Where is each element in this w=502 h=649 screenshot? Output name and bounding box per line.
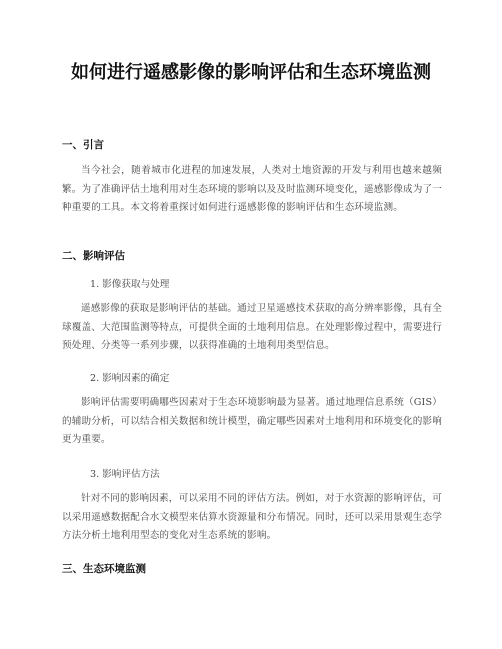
paragraph-introduction: 当今社会，随着城市化进程的加速发展，人类对土地资源的开发与利用也越来越频繁。为了准确评估土地利用对生态环境的影响以及及时监测环境变化，遥感影像成为了一种重要的工具。本文将着重探讨如何进行遥感影像的影响评估和生态环境监测。 [62, 165, 443, 213]
subheading-assessment-methods: 3. 影响评估方法 [90, 469, 160, 480]
section-heading-introduction: 一、引言 [62, 139, 104, 151]
paragraph-image-acquisition: 遥感影像的获取是影响评估的基础。通过卫星遥感技术获取的高分辨率影像，具有全球覆盖、大范围监测等特点，可提供全面的土地利用信息。在处理影像过程中，需要进行预处理、分类等一系列步骤，以获得准确的土地利用类型信息。 [62, 303, 443, 351]
section-heading-eco-monitoring: 三、生态环境监测 [62, 563, 146, 575]
subheading-image-acquisition: 1. 影像获取与处理 [90, 279, 170, 290]
paragraph-assessment-methods: 针对不同的影响因素，可以采用不同的评估方法。例如，对于水资源的影响评估，可以采用遥感数据配合水文模型来估算水资源量和分布情况。同时，还可以采用景观生态学方法分析土地利用型态的变化对生态系统的影响。 [62, 493, 443, 541]
section-heading-impact-assessment: 二、影响评估 [62, 250, 125, 262]
paragraph-impact-factors: 影响评估需要明确哪些因素对于生态环境影响最为显著。通过地理信息系统（GIS）的辅助分析，可以结合相关数据和统计模型，确定哪些因素对土地利用和环境变化的影响更为重要。 [62, 397, 443, 445]
page-title: 如何进行遥感影像的影响评估和生态环境监测 [71, 62, 431, 83]
subheading-impact-factors: 2. 影响因素的确定 [90, 373, 170, 384]
